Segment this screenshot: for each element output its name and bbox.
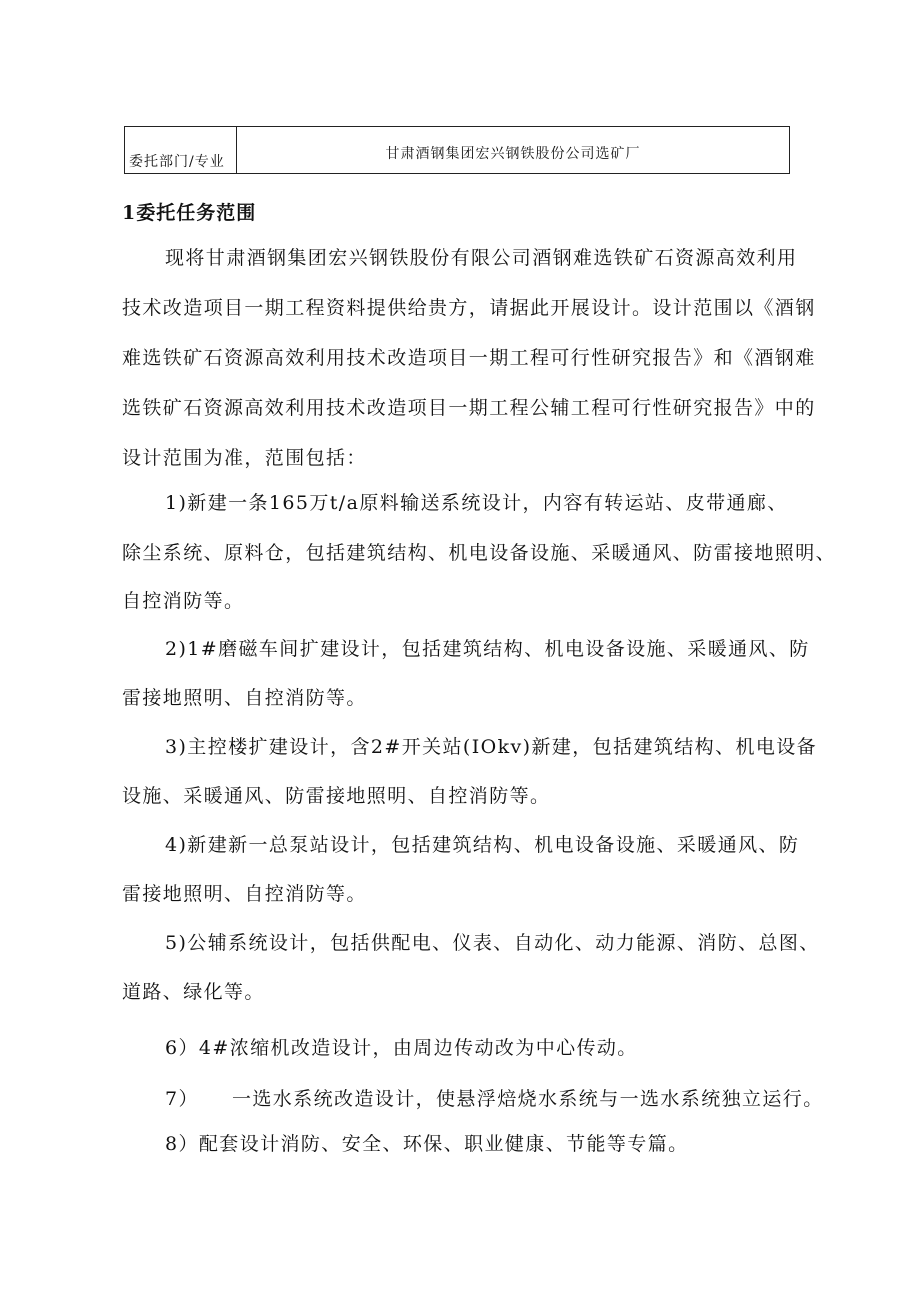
item-1-line: 1)新建一条165万t/a原料输送系统设计，内容有转运站、皮带通廊、 (165, 492, 788, 514)
intro-line: 现将甘肃酒钢集团宏兴钢铁股份有限公司酒钢难选铁矿石资源高效利用 (165, 247, 798, 269)
item-2-line: 2)1#磨磁车间扩建设计，包括建筑结构、机电设备设施、采暖通风、防 (165, 638, 810, 660)
intro-line: 难选铁矿石资源高效利用技术改造项目一期工程可行性研究报告》和《酒钢难 (122, 347, 816, 369)
department-label: 委托部门/专业 (125, 127, 237, 173)
item-3-line: 设施、采暖通风、防雷接地照明、自控消防等。 (122, 785, 551, 807)
entrust-info-table (124, 126, 790, 174)
item-7-text: 一选水系统改造设计，使悬浮焙烧水系统与一选水系统独立运行。 (232, 1088, 824, 1110)
item-4-line: 雷接地照明、自控消防等。 (122, 883, 367, 905)
item-5-line: 道路、绿化等。 (122, 981, 265, 1003)
item-4-line: 4)新建新一总泵站设计，包括建筑结构、机电设备设施、采暖通风、防 (165, 834, 800, 856)
intro-line: 选铁矿石资源高效利用技术改造项目一期工程公辅工程可行性研究报告》中的 (122, 397, 816, 419)
item-5-line: 5)公辅系统设计，包括供配电、仪表、自动化、动力能源、消防、总图、 (165, 932, 820, 954)
section-heading: 1委托任务范围 (122, 202, 257, 224)
intro-line: 设计范围为准，范围包括： (122, 447, 367, 469)
item-7-number: 7） (165, 1088, 199, 1110)
item-3-line: 3)主控楼扩建设计，含2#开关站(IOkv)新建，包括建筑结构、机电设备 (165, 736, 818, 758)
item-8-line: 8）配套设计消防、安全、环保、职业健康、节能等专篇。 (165, 1133, 689, 1155)
intro-line: 技术改造项目一期工程资料提供给贵方，请据此开展设计。设计范围以《酒钢 (122, 297, 816, 319)
item-6-line: 6）4#浓缩机改造设计，由周边传动改为中心传动。 (165, 1037, 638, 1059)
item-2-line: 雷接地照明、自控消防等。 (122, 687, 367, 709)
item-1-line: 自控消防等。 (122, 590, 245, 612)
department-value: 甘肃酒钢集团宏兴钢铁股份公司选矿厂 (385, 146, 641, 162)
item-1-line: 除尘系统、原料仓，包括建筑结构、机电设备设施、采暖通风、防雷接地照明、 (122, 542, 837, 564)
